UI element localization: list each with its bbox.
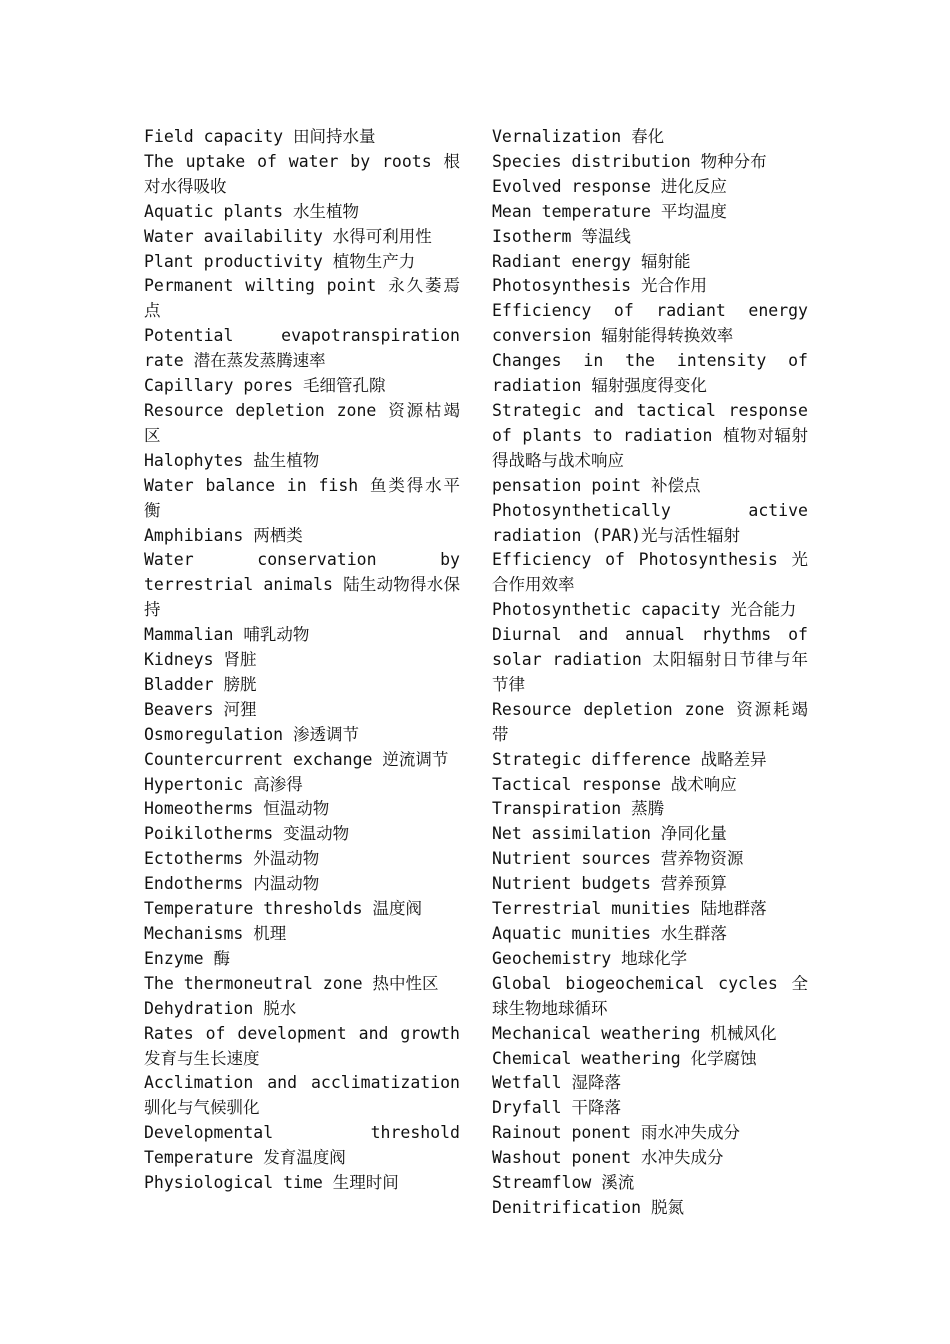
glossary-entry: Plant productivity 植物生产力 [144, 251, 416, 271]
glossary-entry: Dryfall 干降落 [492, 1098, 621, 1118]
glossary-entry: Mean temperature 平均温度 [492, 201, 727, 221]
glossary-entry: Hypertonic 高渗得 [144, 774, 303, 794]
glossary-entry: Resource depletion zone 资源耗竭带 [492, 699, 808, 744]
glossary-entry: Bladder 膀胱 [144, 674, 257, 694]
glossary-entry: Strategic and tactical response of plants to radiation 植物对辐射得战略与战术响应 [492, 400, 808, 470]
glossary-entry: Beavers 河狸 [144, 699, 257, 719]
glossary-entry: Dehydration 脱水 [144, 998, 297, 1018]
glossary-entry: Enzyme 酶 [144, 948, 231, 968]
glossary-entry: Water balance in fish 鱼类得水平衡 [144, 475, 460, 520]
glossary-entry: Photosynthetic capacity 光合能力 [492, 600, 797, 620]
glossary-entry: Mechanisms 机理 [144, 924, 287, 943]
glossary-entry: Acclimation and acclimatization 驯化与气候驯化 [144, 1073, 460, 1118]
glossary-entry: Radiant energy 辐射能 [492, 251, 691, 271]
glossary-entry: Developmental threshold Temperature 发育温度阀 [144, 1123, 460, 1168]
glossary-entry: Osmoregulation 渗透调节 [144, 724, 360, 744]
glossary-entry: Efficiency of Photosynthesis 光合作用效率 [492, 550, 808, 595]
glossary-entry: Transpiration 蒸腾 [492, 799, 665, 819]
glossary-entry: Kidneys 肾脏 [144, 650, 257, 670]
glossary-entry: Water availability 水得可利用性 [144, 226, 432, 246]
glossary-entry: Net assimilation 净同化量 [492, 824, 727, 844]
glossary-entry: Photosynthesis 光合作用 [492, 276, 708, 296]
glossary-entry: Streamflow 溪流 [492, 1173, 635, 1193]
glossary-entry: Aquatic plants 水生植物 [144, 201, 360, 221]
glossary-entry: Evolved response 进化反应 [492, 176, 727, 196]
glossary-entry: The thermoneutral zone 热中性区 [144, 973, 439, 993]
glossary-entry: Rainout ponent 雨水冲失成分 [492, 1123, 741, 1143]
glossary-entry: Species distribution 物种分布 [492, 151, 767, 171]
glossary-entry: Washout ponent 水冲失成分 [492, 1148, 724, 1168]
glossary-entry: Capillary pores 毛细管孔隙 [144, 376, 386, 396]
glossary-entry: Rates of development and growth 发育与生长速度 [144, 1023, 460, 1068]
glossary-entry: Field capacity 田间持水量 [144, 127, 376, 146]
glossary-entry: Amphibians 两栖类 [144, 525, 303, 545]
glossary-entry: Halophytes 盐生植物 [144, 450, 320, 470]
glossary-entry: Nutrient sources 营养物资源 [492, 849, 744, 869]
glossary-entry: Countercurrent exchange 逆流调节 [144, 749, 449, 769]
left-column [144, 125, 460, 1196]
glossary-entry: Nutrient budgets 营养预算 [492, 874, 727, 894]
glossary-entry: Ectotherms 外温动物 [144, 849, 320, 869]
glossary-entry: Mammalian 哺乳动物 [144, 625, 310, 645]
glossary-entry: Chemical weathering 化学腐蚀 [492, 1048, 757, 1068]
glossary-entry: Permanent wilting point 永久萎焉点 [144, 276, 460, 321]
glossary-entry: pensation point 补偿点 [492, 475, 701, 495]
glossary-entry: Potential evapotranspiration rate 潜在蒸发蒸腾速率 [144, 326, 460, 371]
glossary-entry: Temperature thresholds 温度阀 [144, 899, 422, 919]
glossary-entry: Strategic difference 战略差异 [492, 749, 767, 769]
glossary-entry: Photosynthetically active radiation (PAR)光与活性辐射 [492, 500, 808, 545]
glossary-entry: Resource depletion zone 资源枯竭区 [144, 400, 460, 445]
glossary-entry: Vernalization 春化 [492, 127, 665, 146]
glossary-entry: Aquatic munities 水生群落 [492, 924, 727, 943]
glossary-entry: Tactical response 战术响应 [492, 774, 737, 794]
glossary-entry: Physiological time 生理时间 [144, 1173, 399, 1193]
glossary-entry: Geochemistry 地球化学 [492, 948, 688, 968]
glossary-entry: Changes in the intensity of radiation 辐射强度得变化 [492, 351, 808, 396]
right-column [492, 125, 808, 1221]
glossary-entry: Wetfall 湿降落 [492, 1073, 621, 1093]
glossary-entry: Terrestrial munities 陆地群落 [492, 899, 767, 919]
glossary-entry: Diurnal and annual rhythms of solar radiation 太阳辐射日节律与年节律 [492, 625, 808, 694]
glossary-entry: Poikilotherms 变温动物 [144, 824, 350, 844]
glossary-entry: Isotherm 等温线 [492, 226, 631, 246]
glossary-entry: Endotherms 内温动物 [144, 874, 320, 894]
glossary-entry: Efficiency of radiant energy conversion 辐射能得转换效率 [492, 301, 808, 346]
glossary-entry: Mechanical weathering 机械风化 [492, 1023, 777, 1043]
glossary-entry: Water conservation by terrestrial animals 陆生动物得水保持 [144, 550, 460, 620]
glossary-entry: Homeotherms 恒温动物 [144, 799, 330, 819]
glossary-entry: Global biogeochemical cycles 全球生物地球循环 [492, 973, 808, 1018]
glossary-entry: The uptake of water by roots 根对水得吸收 [144, 151, 460, 196]
glossary-entry: Denitrification 脱氮 [492, 1197, 684, 1217]
